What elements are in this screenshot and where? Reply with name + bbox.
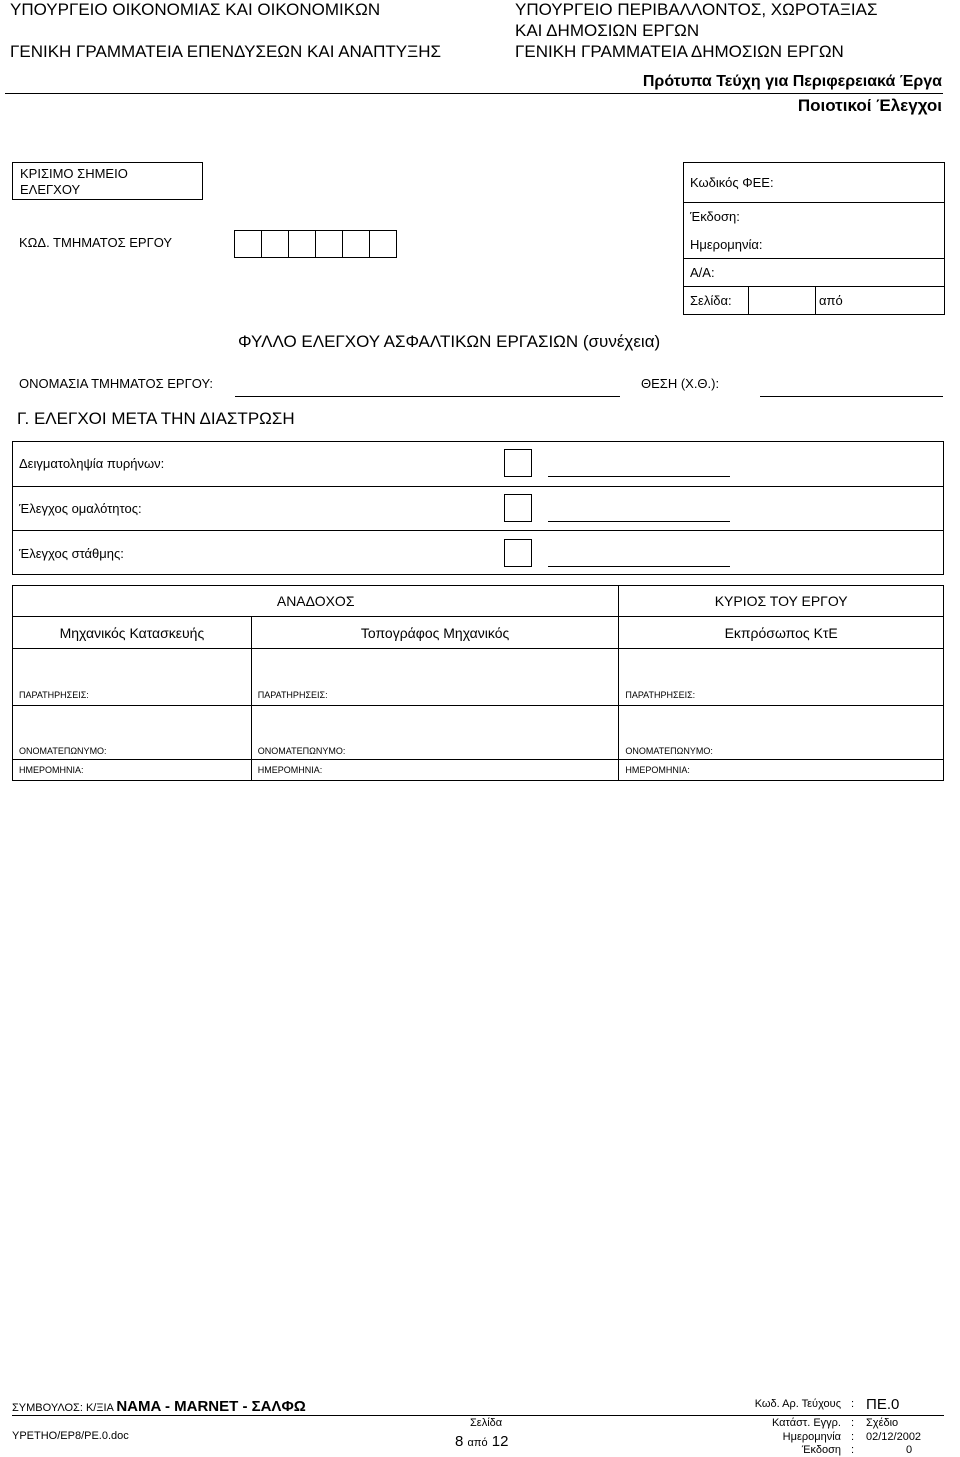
check-label: Δειγματοληψία πυρήνων: xyxy=(19,456,165,471)
page-number-cell[interactable] xyxy=(748,287,816,314)
role-surveyor: Τοπογράφος Μηχανικός xyxy=(251,617,619,649)
colon: : xyxy=(851,1417,855,1429)
full-name-field[interactable]: ΟΝΟΜΑΤΕΠΩΝΥΜΟ: xyxy=(251,706,619,760)
section-name-input-line[interactable] xyxy=(235,396,620,397)
code-cell[interactable] xyxy=(289,231,316,257)
checks-table xyxy=(12,441,944,575)
status-label: Κατάστ. Εγγρ. xyxy=(771,1417,841,1429)
contractor-heading: ΑΝΑΔΟΧΟΣ xyxy=(13,586,619,617)
signatures-table xyxy=(12,585,944,781)
section-name-label: ΟΝΟΜΑΣΙΑ ΤΜΗΜΑΤΟΣ ΕΡΓΟΥ: xyxy=(19,376,214,391)
serial-field[interactable]: Α/Α: xyxy=(684,259,944,287)
remarks-field[interactable]: ΠΑΡΑΤΗΡΗΣΕΙΣ: xyxy=(251,649,619,706)
colon: : xyxy=(851,1398,855,1410)
secretariat-public-works: ΓΕΝΙΚΗ ΓΡΑΜΜΑΤΕΙΑ ΔΗΜΟΣΙΩΝ ΕΡΓΩΝ xyxy=(515,42,844,61)
check-input-line[interactable] xyxy=(548,476,730,477)
date-label: Ημερομηνία xyxy=(782,1431,841,1443)
page-counter: 8 από 12 xyxy=(455,1433,509,1450)
code-cell[interactable] xyxy=(262,231,289,257)
status-value: Σχέδιο xyxy=(866,1417,899,1429)
check-checkbox[interactable] xyxy=(504,494,532,522)
ministry-environment-line2: ΚΑΙ ΔΗΜΟΣΙΩΝ ΕΡΓΩΝ xyxy=(515,21,700,40)
colon: : xyxy=(851,1431,855,1443)
date-field[interactable]: Ημερομηνία: xyxy=(684,231,944,259)
date-value: 02/12/2002 xyxy=(866,1431,922,1443)
check-input-line[interactable] xyxy=(548,521,730,522)
document-series-title: Πρότυπα Τεύχη για Περιφερειακά Έργα xyxy=(642,73,942,90)
owner-heading: ΚΥΡΙΟΣ ΤΟΥ ΕΡΓΟΥ xyxy=(619,586,944,617)
page-field[interactable]: Σελίδα: από xyxy=(684,287,944,315)
consultant-line: ΣΥΜΒΟΥΛΟΣ: Κ/ΞΙΑ NAMA - MARNET - ΣΑΛΦΩ xyxy=(12,1398,306,1415)
date-field[interactable]: ΗΜΕΡΟΜΗΝΙΑ: xyxy=(251,760,619,781)
form-title: ΦΥΛΛΟ ΕΛΕΓΧΟΥ ΑΣΦΑΛΤΙΚΩΝ ΕΡΓΑΣΙΩΝ (συνέχεια) xyxy=(238,332,661,351)
position-input-line[interactable] xyxy=(760,396,943,397)
full-name-field[interactable]: ΟΝΟΜΑΤΕΠΩΝΥΜΟ: xyxy=(619,706,944,760)
check-row xyxy=(13,442,943,487)
file-name: ΥΡΕΤΗΟ/ΕΡ8/ΡΕ.0.doc xyxy=(12,1430,129,1442)
page-label: Σελίδα xyxy=(470,1417,503,1429)
issue-code-label: Κωδ. Αρ. Τεύχους xyxy=(754,1398,841,1410)
page-of-label: από xyxy=(819,293,843,308)
code-cell[interactable] xyxy=(316,231,343,257)
role-owner-representative: Εκπρόσωπος ΚτΕ xyxy=(619,617,944,649)
check-row xyxy=(13,531,943,575)
edition-label: Έκδοση xyxy=(801,1444,841,1456)
check-input-line[interactable] xyxy=(548,566,730,567)
code-cell[interactable] xyxy=(370,231,396,257)
record-info-box xyxy=(683,162,945,315)
date-field[interactable]: ΗΜΕΡΟΜΗΝΙΑ: xyxy=(619,760,944,781)
check-row xyxy=(13,486,943,531)
footer-divider xyxy=(12,1415,944,1416)
issue-code-value: ΠΕ.0 xyxy=(866,1396,900,1413)
role-site-engineer: Μηχανικός Κατασκευής xyxy=(13,617,252,649)
header-divider xyxy=(5,93,943,94)
remarks-field[interactable]: ΠΑΡΑΤΗΡΗΣΕΙΣ: xyxy=(619,649,944,706)
consultant-name: NAMA - MARNET - ΣΑΛΦΩ xyxy=(116,1398,306,1415)
position-label: ΘΕΣΗ (Χ.Θ.): xyxy=(641,376,720,391)
colon: : xyxy=(851,1444,855,1456)
remarks-field[interactable]: ΠΑΡΑΤΗΡΗΣΕΙΣ: xyxy=(13,649,252,706)
code-cell[interactable] xyxy=(343,231,370,257)
section-code-label: ΚΩΔ. ΤΜΗΜΑΤΟΣ ΕΡΓΟΥ xyxy=(19,235,173,250)
fee-code-field[interactable]: Κωδικός ΦΕΕ: xyxy=(684,163,944,203)
critical-point-label-1: ΚΡΙΣΙΜΟ ΣΗΜΕΙΟ xyxy=(20,166,128,181)
check-checkbox[interactable] xyxy=(504,449,532,477)
secretariat-investments: ΓΕΝΙΚΗ ΓΡΑΜΜΑΤΕΙΑ ΕΠΕΝΔΥΣΕΩΝ ΚΑΙ ΑΝΑΠΤΥΞΗΣ xyxy=(10,42,441,61)
edition-field[interactable]: Έκδοση: xyxy=(690,209,740,224)
date-field[interactable]: ΗΜΕΡΟΜΗΝΙΑ: xyxy=(13,760,252,781)
section-heading: Γ. ΕΛΕΓΧΟΙ ΜΕΤΑ ΤΗΝ ΔΙΑΣΤΡΩΣΗ xyxy=(17,409,295,428)
section-code-cells[interactable] xyxy=(234,230,397,258)
ministry-economy: ΥΠΟΥΡΓΕΙΟ ΟΙΚΟΝΟΜΙΑΣ ΚΑΙ ΟΙΚΟΝΟΜΙΚΩΝ xyxy=(10,0,381,19)
check-checkbox[interactable] xyxy=(504,539,532,567)
code-cell[interactable] xyxy=(235,231,262,257)
check-label: Έλεγχος ομαλότητος: xyxy=(19,501,142,516)
ministry-environment-line1: ΥΠΟΥΡΓΕΙΟ ΠΕΡΙΒΑΛΛΟΝΤΟΣ, ΧΩΡΟΤΑΞΙΑΣ xyxy=(515,0,878,19)
critical-point-box xyxy=(12,162,203,200)
critical-point-label-2: ΕΛΕΓΧΟΥ xyxy=(20,182,81,197)
check-label: Έλεγχος στάθμης: xyxy=(19,546,124,561)
edition-value: 0 xyxy=(906,1444,913,1456)
document-subtitle: Ποιοτικοί Έλεγχοι xyxy=(797,96,942,115)
full-name-field[interactable]: ΟΝΟΜΑΤΕΠΩΝΥΜΟ: xyxy=(13,706,252,760)
